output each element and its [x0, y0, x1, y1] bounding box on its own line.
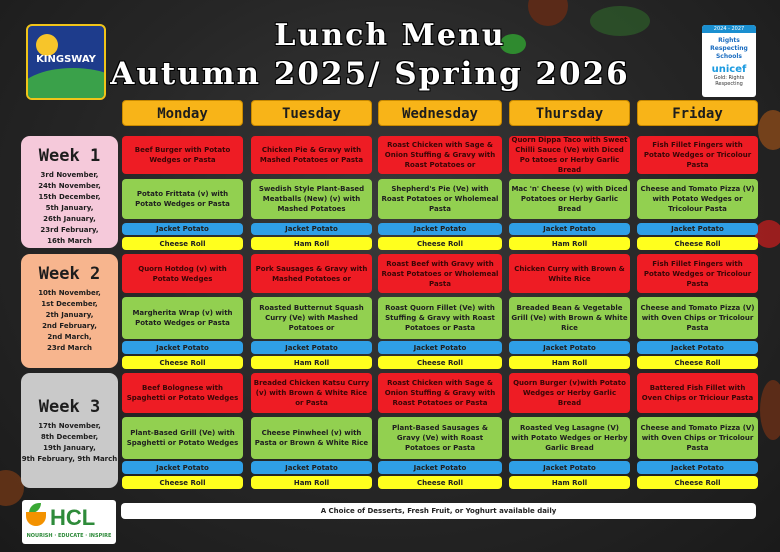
week-2-friday-jacket-potato: Jacket Potato	[637, 341, 758, 354]
week-3-monday-jacket-potato: Jacket Potato	[122, 461, 243, 474]
week-3-label	[21, 373, 118, 488]
week-2-tuesday-main-dish: Pork Sausages & Gravy with Mashed Potatoes or	[251, 254, 372, 293]
week-2-monday-jacket-potato: Jacket Potato	[122, 341, 243, 354]
week-2-wednesday-roll: Cheese Roll	[378, 356, 502, 369]
week-3-friday-main-dish: Battered Fish Fillet with Oven Chips or Triciour Pasta	[637, 373, 758, 413]
day-header-wednesday: Wednesday	[378, 100, 502, 126]
spice-decoration	[758, 110, 780, 150]
week-2-tuesday-vegetarian-dish: Roasted Butternut Squash Curry (Ve) with Mashed Potatoes or	[251, 297, 372, 339]
page-title: Lunch Menu	[274, 18, 506, 53]
week-3-wednesday-roll: Cheese Roll	[378, 476, 502, 489]
week-1-monday-jacket-potato: Jacket Potato	[122, 223, 243, 235]
week-1-tuesday-vegetarian-dish: Swedish Style Plant-Based Meatballs (New) (v) with Mashed Potatoes	[251, 179, 372, 219]
week-3-monday-vegetarian-dish: Plant-Based Grill (Ve) with Spaghetti or Potato Wedges	[122, 417, 243, 459]
week-1-wednesday-roll: Cheese Roll	[378, 237, 502, 250]
week-3-thursday-vegetarian-dish: Roasted Veg Lasagne (V) with Potato Wedges or Herby Garlic Bread	[509, 417, 630, 459]
week-3-wednesday-main-dish: Roast Chicken with Sage & Onion Stuffing & Gravy with Roast Potatoes or Pasta	[378, 373, 502, 413]
week-1-friday-jacket-potato: Jacket Potato	[637, 223, 758, 235]
week-1-tuesday-main-dish: Chicken Pie & Gravy with Mashed Potatoes or Pasta	[251, 136, 372, 174]
week-1-thursday-vegetarian-dish: Mac 'n' Cheese (v) with Diced Potatoes or Herby Garlic Bread	[509, 179, 630, 219]
week-3-monday-main-dish: Beef Bolognese with Spaghetti or Potato Wedges	[122, 373, 243, 413]
week-1-monday-main-dish: Beef Burger with Potato Wedges or Pasta	[122, 136, 243, 174]
week-2-thursday-jacket-potato: Jacket Potato	[509, 341, 630, 354]
week-2-wednesday-jacket-potato: Jacket Potato	[378, 341, 502, 354]
week-2-label	[21, 254, 118, 368]
week-3-title: Week 3	[38, 397, 101, 417]
week-2-tuesday-roll: Ham Roll	[251, 356, 372, 369]
rights-respecting-schools-badge: 2024 - 2027 Rights Respecting Schools unicef Gold: Rights Respecting	[702, 25, 756, 97]
week-3-dates: 17th November, 8th December, 19th January, 9th February, 9th March	[21, 422, 118, 463]
week-3-friday-jacket-potato: Jacket Potato	[637, 461, 758, 474]
day-header-friday: Friday	[637, 100, 758, 126]
week-1-friday-roll: Cheese Roll	[637, 237, 758, 250]
page-subtitle: Autumn 2025/ Spring 2026	[110, 56, 630, 92]
week-1-tuesday-jacket-potato: Jacket Potato	[251, 223, 372, 235]
week-1-thursday-jacket-potato: Jacket Potato	[509, 223, 630, 235]
week-3-friday-vegetarian-dish: Cheese and Tomato Pizza (V) with Oven Chips or Tricolour Pasta	[637, 417, 758, 459]
week-1-friday-main-dish: Fish Fillet Fingers with Potato Wedges or Tricolour Pasta	[637, 136, 758, 174]
week-1-wednesday-jacket-potato: Jacket Potato	[378, 223, 502, 235]
week-1-wednesday-vegetarian-dish: Shepherd's Pie (Ve) with Roast Potatoes or Wholemeal Pasta	[378, 179, 502, 219]
week-1-label	[21, 136, 118, 248]
day-header-monday: Monday	[122, 100, 243, 126]
week-1-thursday-roll: Ham Roll	[509, 237, 630, 250]
hcl-logo: HCL NOURISH · EDUCATE · INSPIRE	[22, 500, 116, 544]
spice-decoration	[760, 380, 780, 440]
day-header-tuesday: Tuesday	[251, 100, 372, 126]
week-3-thursday-jacket-potato: Jacket Potato	[509, 461, 630, 474]
week-3-wednesday-vegetarian-dish: Plant-Based Sausages & Gravy (Ve) with Roast Potatoes or Pasta	[378, 417, 502, 459]
week-2-tuesday-jacket-potato: Jacket Potato	[251, 341, 372, 354]
week-1-title: Week 1	[38, 146, 101, 166]
week-3-tuesday-jacket-potato: Jacket Potato	[251, 461, 372, 474]
week-1-tuesday-roll: Ham Roll	[251, 237, 372, 250]
week-1-thursday-main-dish: Quorn Dippa Taco with Sweet Chilli Sauce (Ve) with Diced Po tatoes or Herby Garlic Bread	[509, 136, 630, 174]
day-header-thursday: Thursday	[509, 100, 630, 126]
week-3-tuesday-roll: Ham Roll	[251, 476, 372, 489]
desserts-note: A Choice of Desserts, Fresh Fruit, or Yoghurt available daily	[121, 503, 756, 519]
week-2-monday-main-dish: Quorn Hotdog (v) with Potato Wedges	[122, 254, 243, 293]
week-2-monday-vegetarian-dish: Margherita Wrap (v) with Potato Wedges or Pasta	[122, 297, 243, 339]
week-3-wednesday-jacket-potato: Jacket Potato	[378, 461, 502, 474]
week-2-dates: 10th November, 1st December, 2th January, 2nd February, 2nd March, 23rd March	[38, 289, 101, 352]
week-2-thursday-vegetarian-dish: Breaded Bean & Vegetable Grill (Ve) with Brown & White Rice	[509, 297, 630, 339]
school-logo: KINGSWAY	[26, 24, 106, 100]
week-1-monday-roll: Cheese Roll	[122, 237, 243, 250]
week-3-thursday-main-dish: Quorn Burger (v)with Potato Wedges or Herby Garlic Bread	[509, 373, 630, 413]
tomato-decoration	[755, 220, 780, 248]
week-2-wednesday-vegetarian-dish: Roast Quorn Fillet (Ve) with Stuffing & Gravy with Roast Potatoes or Pasta	[378, 297, 502, 339]
week-2-friday-vegetarian-dish: Cheese and Tomato Pizza (V) with Oven Chips or Tricolour Pasta	[637, 297, 758, 339]
week-3-thursday-roll: Ham Roll	[509, 476, 630, 489]
bowl-icon	[26, 512, 46, 526]
week-3-monday-roll: Cheese Roll	[122, 476, 243, 489]
week-3-tuesday-main-dish: Breaded Chicken Katsu Curry (v) with Brown & White Rice or Pasta	[251, 373, 372, 413]
week-1-monday-vegetarian-dish: Potato Frittata (v) with Potato Wedges or Pasta	[122, 179, 243, 219]
week-2-title: Week 2	[38, 264, 101, 284]
week-2-thursday-roll: Ham Roll	[509, 356, 630, 369]
week-2-friday-roll: Cheese Roll	[637, 356, 758, 369]
week-3-friday-roll: Cheese Roll	[637, 476, 758, 489]
week-2-monday-roll: Cheese Roll	[122, 356, 243, 369]
week-1-wednesday-main-dish: Roast Chicken with Sage & Onion Stuffing & Gravy with Roast Potatoes or	[378, 136, 502, 174]
week-1-friday-vegetarian-dish: Cheese and Tomato Pizza (V) with Potato Wedges or Tricolour Pasta	[637, 179, 758, 219]
week-2-thursday-main-dish: Chicken Curry with Brown & White Rice	[509, 254, 630, 293]
week-3-tuesday-vegetarian-dish: Cheese Pinwheel (v) with Pasta or Brown & White Rice	[251, 417, 372, 459]
week-1-dates: 3rd November, 24th November, 15th December, 5th January, 26th January, 23rd February, 16th March	[38, 171, 101, 245]
week-2-friday-main-dish: Fish Fillet Fingers with Potato Wedges or Tricolour Pasta	[637, 254, 758, 293]
week-2-wednesday-main-dish: Roast Beef with Gravy with Roast Potatoes or Wholemeal Pasta	[378, 254, 502, 293]
